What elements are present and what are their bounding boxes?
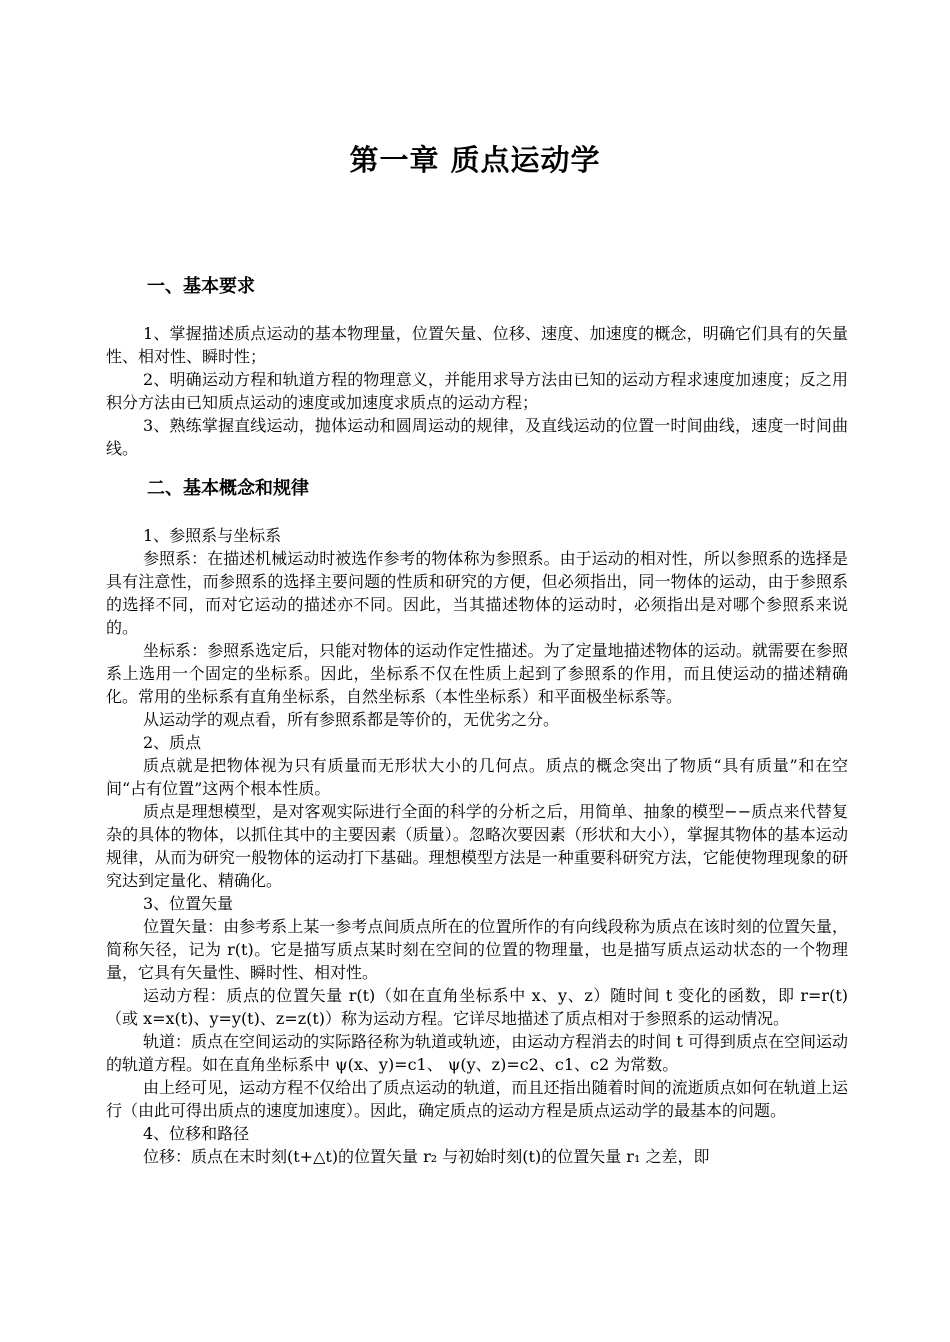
- paragraph: 3、熟练掌握直线运动，抛体运动和圆周运动的规律，及直线运动的位置一时间曲线，速度一时间曲线。: [106, 416, 848, 458]
- section-heading-requirements: 一、基本要求: [147, 276, 255, 297]
- paragraph: 4、位移和路径: [143, 1124, 250, 1143]
- chapter-title: 第一章 质点运动学: [349, 143, 601, 177]
- paragraph: 2、明确运动方程和轨道方程的物理意义，并能用求导方法由已知的运动方程求速度加速度；反之用积分方法由已知质点运动的速度或加速度求质点的运动方程；: [106, 370, 848, 412]
- section-heading-concepts: 二、基本概念和规律: [147, 478, 309, 499]
- paragraph: 轨道：质点在空间运动的实际路径称为轨道或轨迹，由运动方程消去的时间 t 可得到质点在空间运动的轨道方程。如在直角坐标系中 ψ(x、y)=c1、 ψ(y、z)=c2、c1、c2 为常数。: [106, 1032, 848, 1074]
- paragraph: 位置矢量：由参考系上某一参考点间质点所在的位置所作的有向线段称为质点在该时刻的位置矢量，简称矢径，记为 r(t)。它是描写质点某时刻在空间的位置的物理量，也是描写质点运动状态的一个物理量，它具有矢量性、瞬时性、相对性。: [106, 917, 848, 982]
- paragraph: 质点就是把物体视为只有质量而无形状大小的几何点。质点的概念突出了物质“具有质量”和在空间“占有位置”这两个根本性质。: [106, 756, 848, 798]
- paragraph: 从运动学的观点看，所有参照系都是等价的，无优劣之分。: [143, 710, 560, 729]
- paragraph: 坐标系：参照系选定后，只能对物体的运动作定性描述。为了定量地描述物体的运动。就需要在参照系上选用一个固定的坐标系。因此，坐标系不仅在性质上起到了参照系的作用，而且使运动的描述精确化。常用的坐标系有直角坐标系，自然坐标系（本性坐标系）和平面极坐标系等。: [106, 641, 848, 706]
- paragraph: 2、质点: [143, 733, 202, 752]
- section-concepts-body: [106, 524, 848, 1168]
- paragraph: 位移：质点在末时刻(t+△t)的位置矢量 r₂ 与初始时刻(t)的位置矢量 r₁ 之差，即: [143, 1147, 710, 1166]
- paragraph: 1、参照系与坐标系: [143, 526, 282, 545]
- paragraph: 运动方程：质点的位置矢量 r(t)（如在直角坐标系中 x、y、z）随时间 t 变化的函数，即 r=r(t)（或 x=x(t)、y=y(t)、z=z(t)）称为运动方程。它详尽地描述了质点相对于参照系的运动情况。: [106, 986, 848, 1028]
- paragraph: 质点是理想模型，是对客观实际进行全面的科学的分析之后，用简单、抽象的模型−−质点来代替复杂的具体的物体，以抓住其中的主要因素（质量）。忽略次要因素（形状和大小），掌握其物体的基本运动规律，从而为研究一般物体的运动打下基础。理想模型方法是一种重要科研究方法，它能使物理现象的研究达到定量化、精确化。: [106, 802, 848, 890]
- section-requirements-body: [106, 322, 848, 460]
- paragraph: 3、位置矢量: [143, 894, 234, 913]
- paragraph: 1、掌握描述质点运动的基本物理量，位置矢量、位移、速度、加速度的概念，明确它们具有的矢量性、相对性、瞬时性；: [106, 324, 848, 366]
- paragraph: 由上经可见，运动方程不仅给出了质点运动的轨道，而且还指出随着时间的流逝质点如何在轨道上运行（由此可得出质点的速度加速度）。因此，确定质点的运动方程是质点运动学的最基本的问题。: [106, 1078, 848, 1120]
- paragraph: 参照系：在描述机械运动时被选作参考的物体称为参照系。由于运动的相对性，所以参照系的选择是具有注意性，而参照系的选择主要问题的性质和研究的方便，但必须指出，同一物体的运动，由于参照系的选择不同，而对它运动的描述亦不同。因此，当其描述物体的运动时，必须指出是对哪个参照系来说的。: [106, 549, 848, 637]
